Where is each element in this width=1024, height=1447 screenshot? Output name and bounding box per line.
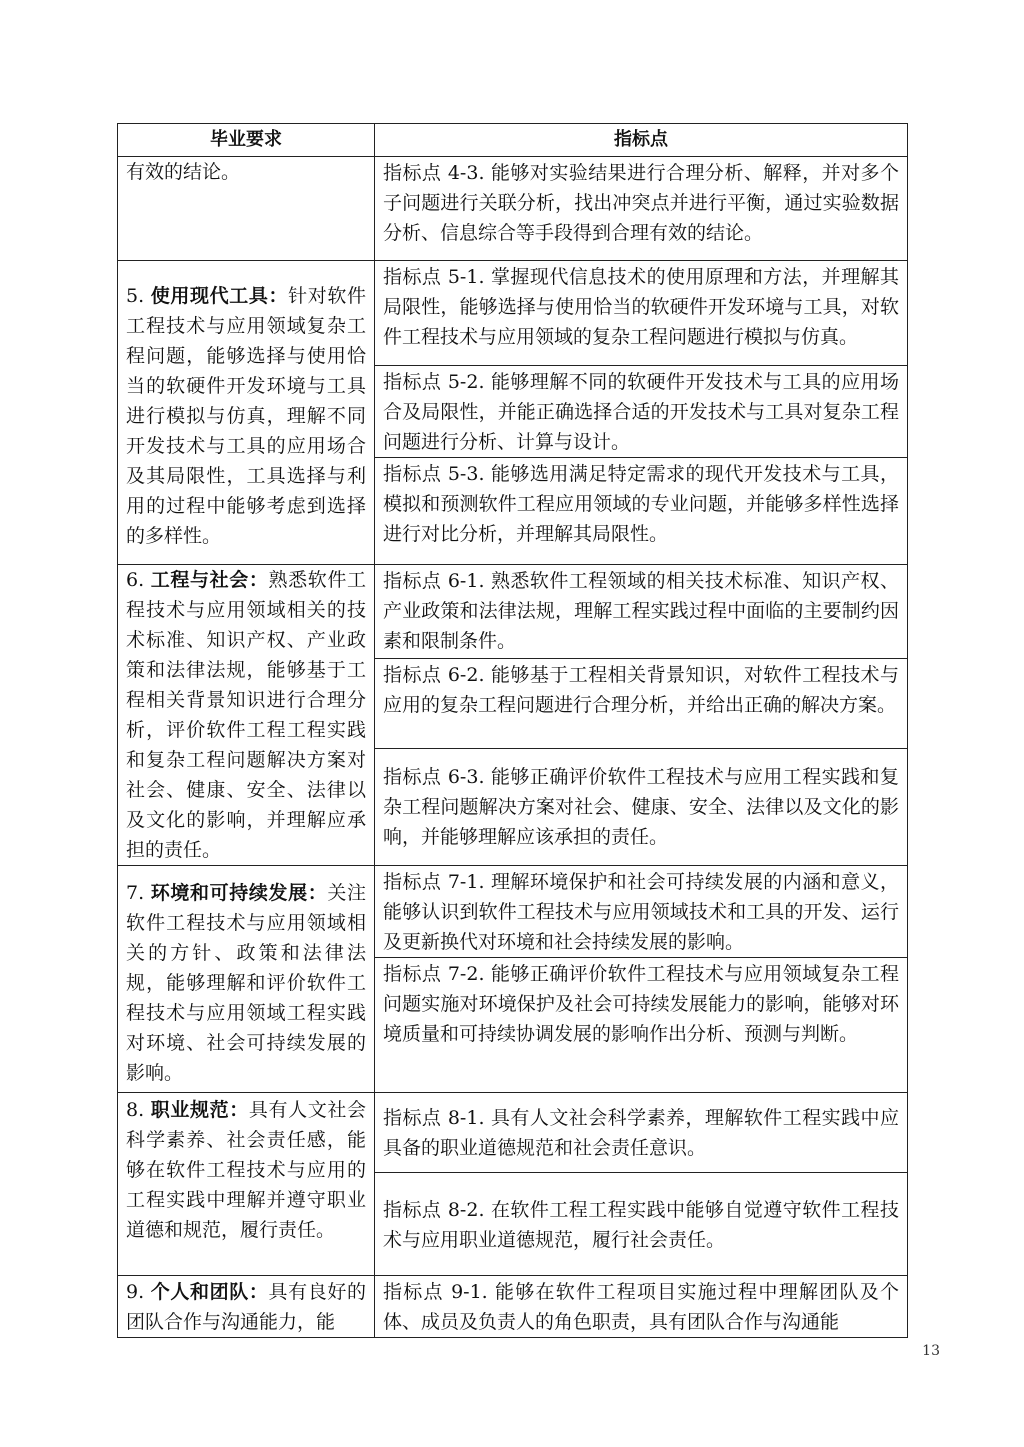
table-row: [118, 866, 908, 958]
indicator-cell: 指标点 6-1. 熟悉软件工程领域的相关技术标准、知识产权、产业政策和法律法规，理解工程实践过程中面临的主要制约因素和限制条件。: [375, 565, 908, 659]
table-header-row: [118, 124, 908, 157]
indicator-cell: 指标点 7-1. 理解环境保护和社会可持续发展的内涵和意义，能够认识到软件工程技术与应用领域技术和工具的开发、运行及更新换代对环境和社会持续发展的影响。: [375, 866, 908, 958]
requirement-title: 工程与社会：: [150, 569, 269, 591]
requirement-text: 关注软件工程技术与应用领域相关的方针、政策和法律法规，能够理解和评价软件工程技术与应用领域工程实践对环境、社会可持续发展的影响。: [126, 882, 366, 1084]
requirement-title: 职业规范：: [150, 1099, 249, 1121]
indicator-cell: 指标点 6-2. 能够基于工程相关背景知识，对软件工程技术与应用的复杂工程问题进行合理分析，并给出正确的解决方案。: [375, 658, 908, 748]
requirement-number: 7.: [126, 882, 151, 904]
header-requirement: 毕业要求: [118, 124, 375, 157]
requirement-text: 具有人文社会科学素养、社会责任感，能够在软件工程技术与应用的工程实践中理解并遵守职业道德和规范，履行责任。: [126, 1099, 366, 1241]
indicator-cell: 指标点 5-1. 掌握现代信息技术的使用原理和方法，并理解其局限性，能够选择与使用恰当的软硬件开发环境与工具，对软件工程技术与应用领域的复杂工程问题进行模拟与仿真。: [375, 261, 908, 366]
requirement-cell: [118, 261, 375, 565]
requirement-cell: [118, 565, 375, 866]
requirement-text: 有效的结论。: [126, 161, 241, 183]
requirement-title: 环境和可持续发展：: [150, 882, 328, 904]
indicator-cell: 指标点 8-1. 具有人文社会科学素养，理解软件工程实践中应具备的职业道德规范和社会责任意识。: [375, 1093, 908, 1173]
table-row: [118, 261, 908, 366]
requirement-text: 具有良好的团队合作与沟通能力，能: [126, 1281, 366, 1333]
indicator-cell: 指标点 8-2. 在软件工程工程实践中能够自觉遵守软件工程技术与应用职业道德规范，履行社会责任。: [375, 1173, 908, 1276]
indicator-cell: 指标点 4-3. 能够对实验结果进行合理分析、解释，并对多个子问题进行关联分析，找出冲突点并进行平衡，通过实验数据分析、信息综合等手段得到合理有效的结论。: [375, 157, 908, 261]
page-number: 13: [922, 1343, 940, 1359]
requirement-cell: [118, 157, 375, 261]
requirement-cell: [118, 1093, 375, 1276]
requirement-cell: [118, 866, 375, 1093]
graduation-requirements-table: [117, 123, 908, 1338]
requirement-title: 个人和团队：: [150, 1281, 269, 1303]
requirement-title: 使用现代工具：: [150, 285, 289, 307]
requirement-text: 针对软件工程技术与应用领域复杂工程问题，能够选择与使用恰当的软硬件开发环境与工具进行模拟与仿真，理解不同开发技术与工具的应用场合及其局限性，工具选择与利用的过程中能够考虑到选择的多样性。: [126, 285, 366, 547]
table-row: [118, 1276, 908, 1338]
requirement-cell: [118, 1276, 375, 1338]
requirement-number: 6.: [126, 569, 151, 591]
table-row: [118, 1093, 908, 1173]
requirement-number: 8.: [126, 1099, 151, 1121]
table-row: [118, 565, 908, 659]
indicator-cell: 指标点 5-3. 能够选用满足特定需求的现代开发技术与工具，模拟和预测软件工程应用领域的专业问题，并能够多样性选择进行对比分析，并理解其局限性。: [375, 458, 908, 565]
indicator-cell: 指标点 9-1. 能够在软件工程项目实施过程中理解团队及个体、成员及负责人的角色职责，具有团队合作与沟通能: [375, 1276, 908, 1338]
indicator-cell: 指标点 7-2. 能够正确评价软件工程技术与应用领域复杂工程问题实施对环境保护及社会可持续发展能力的影响，能够对环境质量和可持续协调发展的影响作出分析、预测与判断。: [375, 958, 908, 1093]
requirement-text: 熟悉软件工程技术与应用领域相关的技术标准、知识产权、产业政策和法律法规，能够基于工程相关背景知识进行合理分析，评价软件工程工程实践和复杂工程问题解决方案对社会、健康、安全、法律以及文化的影响，并理解应承担的责任。: [126, 569, 366, 861]
indicator-cell: 指标点 5-2. 能够理解不同的软硬件开发技术与工具的应用场合及局限性，并能正确选择合适的开发技术与工具对复杂工程问题进行分析、计算与设计。: [375, 366, 908, 458]
requirement-number: 5.: [126, 285, 151, 307]
requirement-number: 9.: [126, 1281, 151, 1303]
indicator-cell: 指标点 6-3. 能够正确评价软件工程技术与应用工程实践和复杂工程问题解决方案对社会、健康、安全、法律以及文化的影响，并能够理解应该承担的责任。: [375, 748, 908, 865]
header-indicator: 指标点: [375, 124, 908, 157]
table-row: [118, 157, 908, 261]
